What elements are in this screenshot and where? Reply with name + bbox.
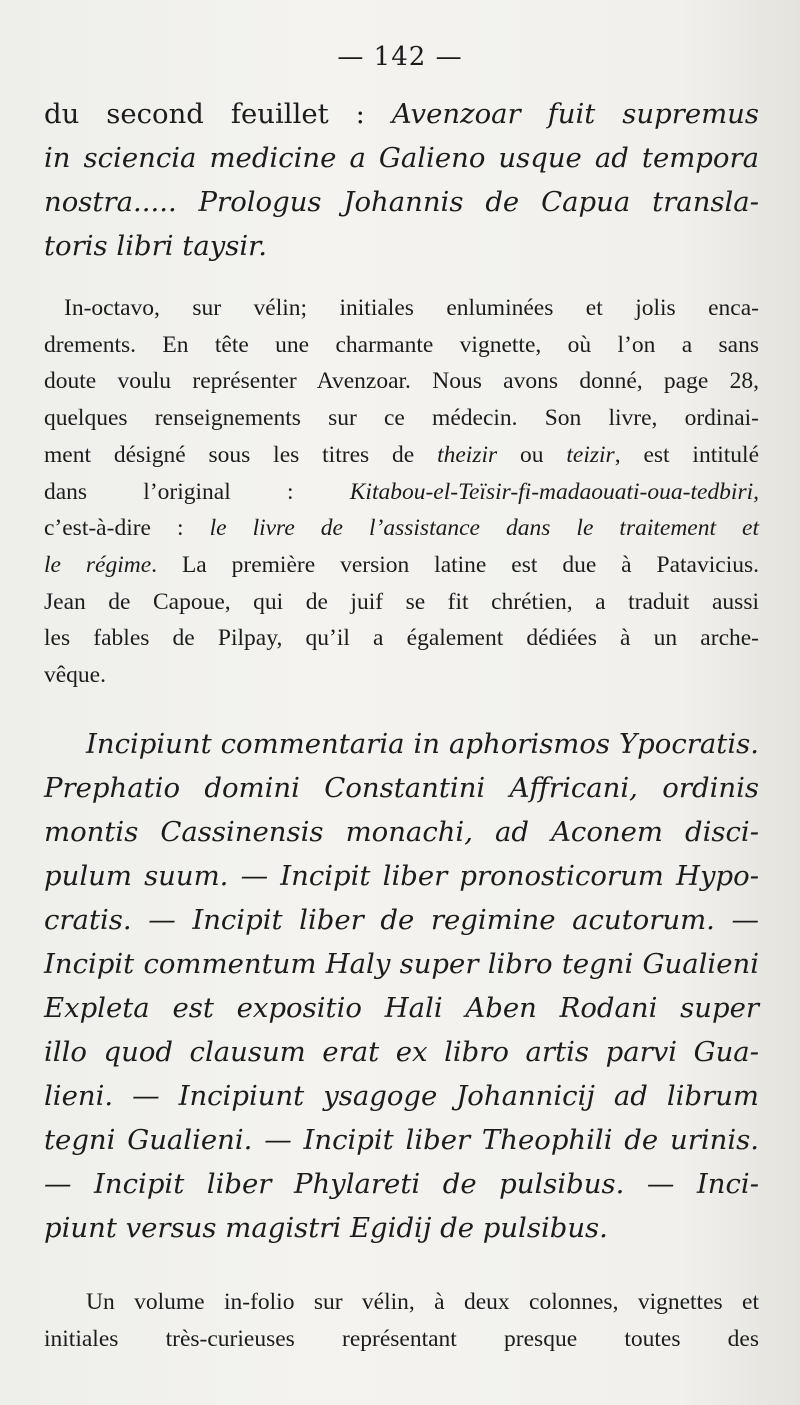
italic-span: teizir bbox=[566, 441, 615, 468]
paragraph-description bbox=[44, 290, 759, 694]
text-line: illo quod clausum erat ex libro artis parvi Gua- bbox=[44, 1036, 759, 1068]
text-line: les fables de Pilpay, qu’il a également dédiées à un arche- bbox=[44, 625, 759, 652]
text-line: — Incipit liber Phylareti de pulsibus. — Inci- bbox=[44, 1168, 759, 1200]
text-span: ou bbox=[497, 441, 567, 468]
text-line: Incipiunt commentaria in aphorismos Ypocratis. bbox=[86, 728, 759, 760]
text-line: in sciencia medicine a Galieno usque ad tempora bbox=[44, 142, 759, 174]
text-span: . La première version latine est due à Patavicius. bbox=[151, 551, 759, 578]
text-line: Incipit commentum Haly super libro tegni Gualieni bbox=[44, 948, 759, 980]
italic-span: Avenzoar fuit supremus bbox=[391, 98, 759, 130]
text-line: cratis. — Incipit liber de regimine acutorum. — bbox=[44, 904, 759, 936]
text-line: tegni Gualieni. — Incipit liber Theophili de urinis. bbox=[44, 1124, 759, 1156]
text-line: initiales très-curieuses représentant presque toutes des bbox=[44, 1325, 759, 1352]
page-number: — 142 — bbox=[337, 42, 463, 72]
text-line bbox=[44, 510, 759, 547]
paragraph-incipit-continuation bbox=[44, 92, 759, 268]
text-span: dans l’original : bbox=[44, 478, 350, 505]
text-line bbox=[44, 92, 759, 136]
text-line: doute voulu représenter Avenzoar. Nous avons donné, page 28, bbox=[44, 368, 759, 395]
paragraph-volume-description bbox=[44, 1284, 759, 1357]
text-line: toris libri taysir. bbox=[44, 230, 268, 262]
text-span: du second feuillet : bbox=[44, 98, 392, 130]
text-line: In-octavo, sur vélin; initiales enluminées et jolis enca- bbox=[64, 295, 759, 321]
italic-span: le livre de l’assistance dans le traitement et bbox=[209, 515, 759, 542]
text-line bbox=[44, 474, 759, 511]
paragraph-incipit-list bbox=[44, 722, 759, 1250]
text-line: quelques renseignements sur ce médecin. Son livre, ordinai- bbox=[44, 405, 759, 432]
italic-span: Kitabou-el-Teïsir-fi-madaouati-oua-tedbiri, bbox=[349, 478, 759, 505]
italic-span: le régime bbox=[44, 551, 152, 578]
text-line: Expleta est expositio Hali Aben Rodani super bbox=[44, 992, 759, 1024]
text-line: lieni. — Incipiunt ysagoge Johannicij ad librum bbox=[44, 1080, 759, 1112]
italic-span: theizir bbox=[437, 441, 498, 468]
text-line bbox=[44, 547, 759, 584]
text-line: montis Cassinensis monachi, ad Aconem disci- bbox=[44, 816, 759, 848]
text-line bbox=[44, 437, 759, 474]
text-span: ment désigné sous les titres de bbox=[44, 441, 438, 468]
text-line: pulum suum. — Incipit liber pronosticorum Hypo- bbox=[44, 860, 759, 892]
text-span: c’est-à-dire : bbox=[44, 515, 210, 542]
text-span: , est intitulé bbox=[614, 441, 760, 468]
text-line: vêque. bbox=[44, 662, 106, 689]
text-line: drements. En tête une charmante vignette, où l’on a sans bbox=[44, 331, 759, 358]
text-line: nostra..... Prologus Johannis de Capua transla- bbox=[44, 186, 759, 218]
text-line: Prephatio domini Constantini Affricani, ordinis bbox=[44, 772, 759, 804]
text-line: Un volume in-folio sur vélin, à deux colonnes, vignettes et bbox=[86, 1289, 759, 1315]
text-line: piunt versus magistri Egidij de pulsibus. bbox=[44, 1212, 608, 1244]
text-line: Jean de Capoue, qui de juif se fit chrétien, a traduit aussi bbox=[44, 588, 759, 615]
